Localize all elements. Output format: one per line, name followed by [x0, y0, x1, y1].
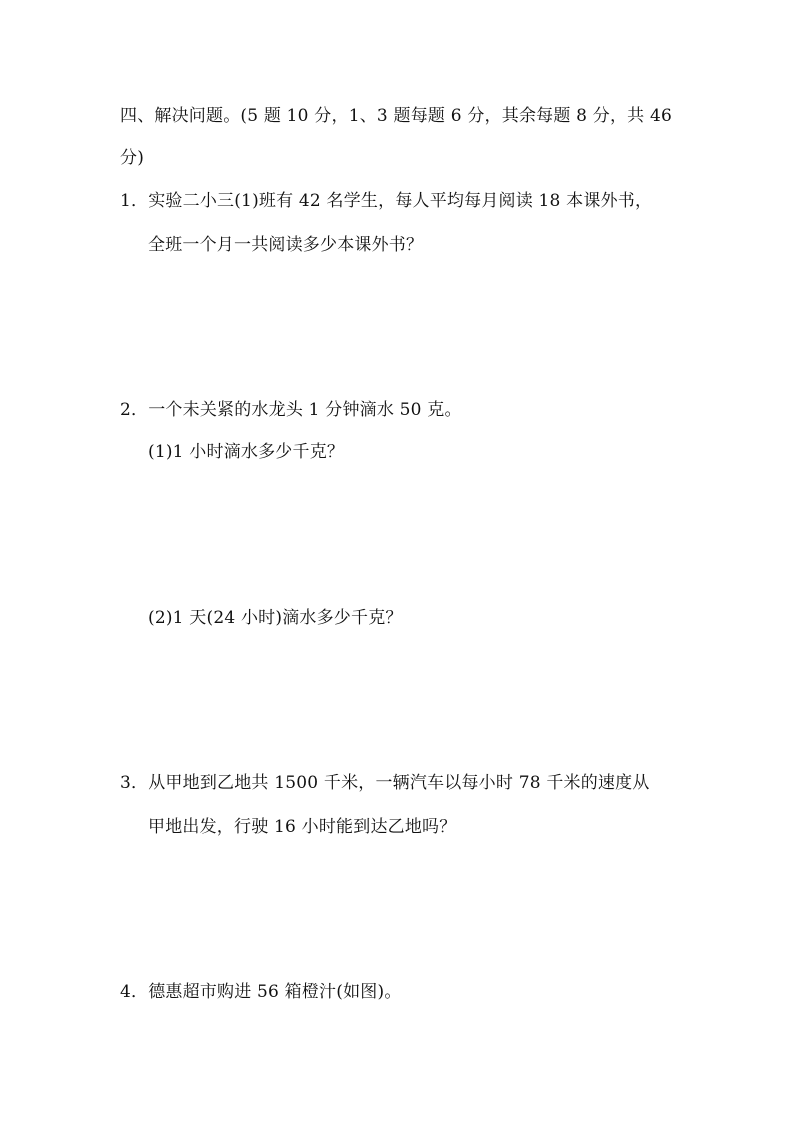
- question-1-text-continuation: 全班一个月一共阅读多少本课外书？: [148, 235, 424, 255]
- section-title-continuation: 分): [120, 148, 145, 168]
- question-4-text: 4．德惠超市购进 56 箱橙汁(如图)。: [120, 982, 402, 1002]
- question-3-text-continuation: 甲地出发，行驶 16 小时能到达乙地吗？: [148, 817, 457, 837]
- question-1-text: 1．实验二小三(1)班有 42 名学生，每人平均每月阅读 18 本课外书，: [120, 191, 653, 211]
- question-2-part-2: (2)1 天(24 小时)滴水多少千克？: [148, 608, 403, 628]
- question-2-text: 2．一个未关紧的水龙头 1 分钟滴水 50 克。: [120, 400, 462, 420]
- question-2-part-1: (1)1 小时滴水多少千克？: [148, 442, 345, 462]
- question-3-text: 3．从甲地到乙地共 1500 千米，一辆汽车以每小时 78 千米的速度从: [120, 773, 650, 793]
- section-title: 四、解决问题。(5 题 10 分，1、3 题每题 6 分，其余每题 8 分，共 46: [120, 106, 673, 126]
